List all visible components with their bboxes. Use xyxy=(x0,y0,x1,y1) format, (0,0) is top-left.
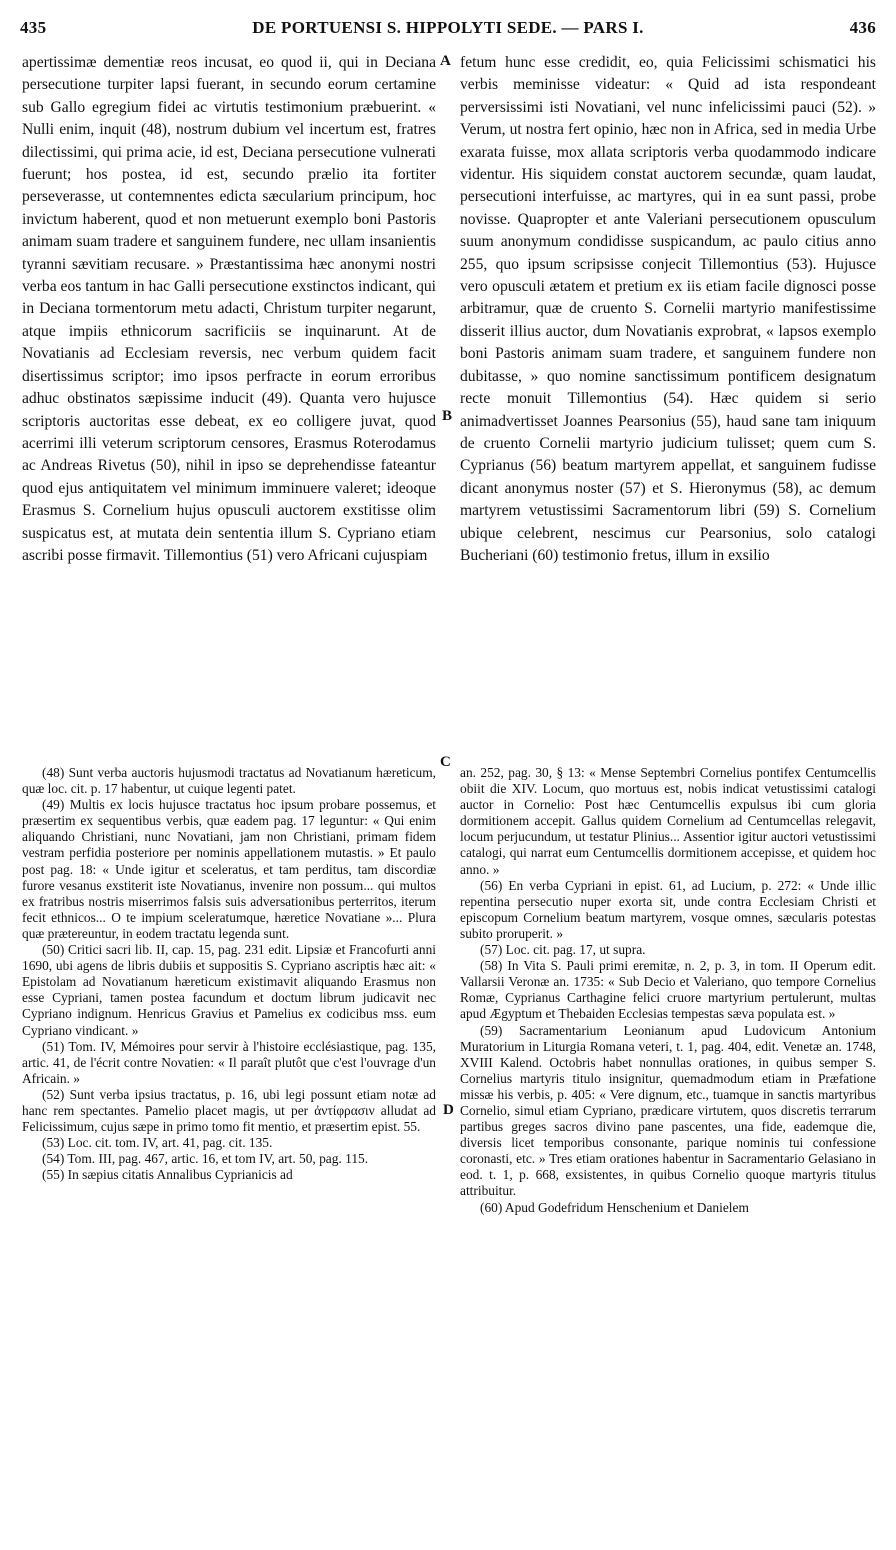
left-column-body xyxy=(22,52,436,752)
page-number-left: 435 xyxy=(20,18,47,37)
footnote-57: (57) Loc. cit. pag. 17, ut supra. xyxy=(480,942,646,958)
footnote-50: (50) Critici sacri lib. II, cap. 15, pag. 231 edit. Lipsiæ et Francofurti anni 1690, ubi agens de libris dubiis et suppositis S. Cypriano ascriptis hæc ait: « Epistolam ad Novatianum hæreticum existimavit aliquando Erasmus non esse Cypriani, tamen postea facundum et doctum librum judicavit nec Cypriano indignum. Henricus Gravius et Pamelius ex codicibus mss. eum Cypriano vindicant. » xyxy=(22,942,436,1038)
footnote-53: (53) Loc. cit. tom. IV, art. 41, pag. cit. 135. xyxy=(42,1135,273,1151)
margin-marker-b: B xyxy=(442,408,453,424)
footnote-55: (55) In sæpius citatis Annalibus Cyprianicis ad xyxy=(42,1167,293,1183)
page-number-right: 436 xyxy=(849,18,876,37)
footnote-55-continued: an. 252, pag. 30, § 13: « Mense Septembri Cornelius pontifex Centumcellis obiit die XIV. Locum, quo mortuus est, nobis indicat vetustissimi catalogi auctor in Cornelio: Post hæc Centumcellis expulsus ibi cum gloria dormitionem accepit. Gallus quidem Cornelium ad Centumcellas relegavit, locum perjucundum, ut testatur Plinius... Assentior igitur auctori vetustissimi catalogi, qui narrat eum Centumcellis dormitionem accepisse, et quidem hoc anno. » xyxy=(460,765,876,877)
footnote-56: (56) En verba Cypriani in epist. 61, ad Lucium, p. 272: « Unde illic repentina persecutio nuper exorta sit, unde contra Ecclesiam Christi et episcopum Cornelium beatum martyrem, vosque omnes, sæcularis potestas subito proruperit. » xyxy=(460,877,876,941)
right-column-body xyxy=(460,52,876,752)
margin-marker-d: D xyxy=(443,1102,454,1118)
footnote-59: (59) Sacramentarium Leonianum apud Ludovicum Antonium Muratorium in Liturgia Romana veteri, t. 1, pag. 404, edit. Venetæ an. 1748, XVIII Kalend. Octobris habet nonnullas orationes, in quibus semper S. Cornelius martyris titulo insignitur, quemadmodum etiam in Præfatione missæ his verbis, p. 405: « Vere dignum, etc., tuamque in sanctis martyribus Cornelio, simul etiam Cypriano, prædicare virtutem, quos discretis terrarum partibus greges sacros divino pane pascentes, una fide, eademque die, diversis licet temporibus consonante, parique nominis tui confessione coronasti, etc. » Tres etiam orationes habentur in Sacramentario Gelasiano in eod. t. 1, p. 668, exsistentes, in quibus Cornelio quoque martyris titulus attribuitur. xyxy=(460,1022,876,1199)
margin-marker-a: A xyxy=(440,53,451,69)
right-column-footnotes xyxy=(460,765,876,1535)
left-column-footnotes xyxy=(22,765,436,1535)
margin-marker-c: C xyxy=(440,754,451,770)
footnote-51: (51) Tom. IV, Mémoires pour servir à l'histoire ecclésiastique, pag. 135, artic. 41, de l'écrit contre Novatien: « Il paraît plutôt que c'est l'ouvrage d'un Africain. » xyxy=(22,1038,436,1086)
footnote-52: (52) Sunt verba ipsius tractatus, p. 16, ubi legi possunt etiam notæ ad hanc rem spectantes. Pamelio placet magis, ut per ἀντίφρασιν alludat ad Felicissimum, cujus sæpe in primo tomo fit mentio, et præsertim epist. 55. xyxy=(22,1086,436,1135)
running-header xyxy=(20,18,876,44)
footnote-60: (60) Apud Godefridum Henschenium et Danielem xyxy=(480,1199,749,1215)
body-paragraph: apertissimæ dementiæ reos incusat, eo quod ii, qui in Deciana persecutione turpiter lapsi fuerant, in secundo eorum certamine sub Gallo egregium fidei ac virtutis testimonium præbuerint. « Nulli enim, inquit (48), nostrum dubium vel incertum est, fratres dilectissimi, qui prima acie, id est, Deciana persecutione vulnerati fuerunt; hos postea, id est, secundo prælio ita fortiter perseverasse, ut contemnentes edicta sæcularium principum, hoc invictum haberent, quod et non metuerunt exemplo boni Pastoris animam suam tradere et sanguinem fundere, nec ullam insanientis tyranni sævitiam recusare. » Præstantissima hæc anonymi nostri verba eos tantum in hac Galli persecutione exstinctos indicant, qui in Deciana tormentorum metu adacti, Christum turpiter negarunt, atque impiis ethnicorum sacrificiis se inquinarunt. At de Novatianis ad Ecclesiam reversis, nec verbum quidem facit disertissimus scriptor; imo ipsos perfracte in eorum erroribus adhuc obstinatos sæpissime inducit (49). Quanta vero hujusce scriptoris auctoritas esse debeat, ex eo colligere juvat, quod acerrimi illi veterum scriptorum censores, Erasmus Roterodamus ac Andreas Rivetus (50), nihil in ipso se deprehendisse fateantur quod ejus antiquitatem vel minimum imminuere valeret; ideoque Erasmus S. Cornelium hujus opusculi auctorem exstitisse olim suspicatus est, at mutata dein sententia illum S. Cypriano etiam ascribi posse firmavit. Tillemontius (51) vero Africani cujuspiam xyxy=(22,54,436,564)
footnote-54: (54) Tom. III, pag. 467, artic. 16, et tom IV, art. 50, pag. 115. xyxy=(42,1151,369,1167)
footnote-49: (49) Multis ex locis hujusce tractatus hoc ipsum probare possemus, et præsertim ex sequentibus verbis, quæ eadem pag. 17 leguntur: « Qui enim aliquando Christiani, nunc Novatiani, jam non Christiani, primam fidem vestram perfidia posteriore per nominis appellationem mutastis. » Et paulo post pag. 18: « Unde igitur et sceleratus, et tam perditus, tam discordiæ furore vesanus exstiterit iste Novatianus, invenire non possum... qui multos ex fratribus nostris miserrimos falsis suis adversationibus perterritos, iterum fecit ethnicos... O te impium sceleratumque, hæretice Novatiane »... Plura quæ prætereuntur, in eodem tractatu legenda sunt. xyxy=(22,797,436,941)
body-paragraph: fetum hunc esse credidit, eo, quia Felicissimi schismatici his verbis meminisse videatur: « Quid ad ista respondeant perversissimi isti Novatiani, vel nunc infelicissimi pauci (52). » Verum, ut nostra fert opinio, hæc non in Africa, sed in media Urbe exarata fuisse, mox allata scriptoris verba quodammodo indicare videntur. His siquidem constat auctorem secundæ, quam laudat, persecutioni interfuisse, ac martyres, qui in ea sunt passi, probe novisse. Quapropter et ante Valeriani persecutionem opusculum suum anonymum condidisse suspicandum, ac paulo citius anno 255, quo ipsum scripsisse conjecit Tillemontius (53). Hujusce vero opusculi ætatem et pretium ex iis etiam facile dignosci posse arbitramur, quæ de cruento S. Cornelii martyrio manifestissime disserit illius auctor, dum Novatianis exprobrat, « lapsos exemplo boni Pastoris animam suam tradere, et sanguinem fundere non dubitasse, » quo nomine sanctissimum pontificem designatum recte monuit Tillemontius (54). Hæc quidem si serio animadvertisset Joannes Pearsonius (55), haud sane tam iniquum de cruento Cornelii martyrio judicium tulisset; quem cum S. Cyprianus (56) beatum martyrem appellat, et sanguinem fudisse dicant anonymus noster (57) et S. Hieronymus (58), ac demum martyrem vetustissimi Sacramentorum libri (59) S. Cornelium ubique celebrent, nescimus cur Pearsonius, solo catalogi Bucheriani (60) testimonio fretus, illum in exsilio xyxy=(460,54,876,564)
footnote-58: (58) In Vita S. Pauli primi eremitæ, n. 2, p. 3, in tom. II Operum edit. Vallarsii Veronæ an. 1735: « Sub Decio et Valeriano, quo tempore Cornelius Romæ, Cyprianus Carthagine felici cruore martyrium pertulerunt, multas apud Ægyptum et Thebaiden Ecclesias tempestas sæva populata est. » xyxy=(460,958,876,1022)
running-title: DE PORTUENSI S. HIPPOLYTI SEDE. — PARS I. xyxy=(252,18,644,37)
footnote-48: (48) Sunt verba auctoris hujusmodi tractatus ad Novatianum hæreticum, quæ loc. cit. p. 17 habentur, ut cuique legenti patet. xyxy=(22,765,436,797)
